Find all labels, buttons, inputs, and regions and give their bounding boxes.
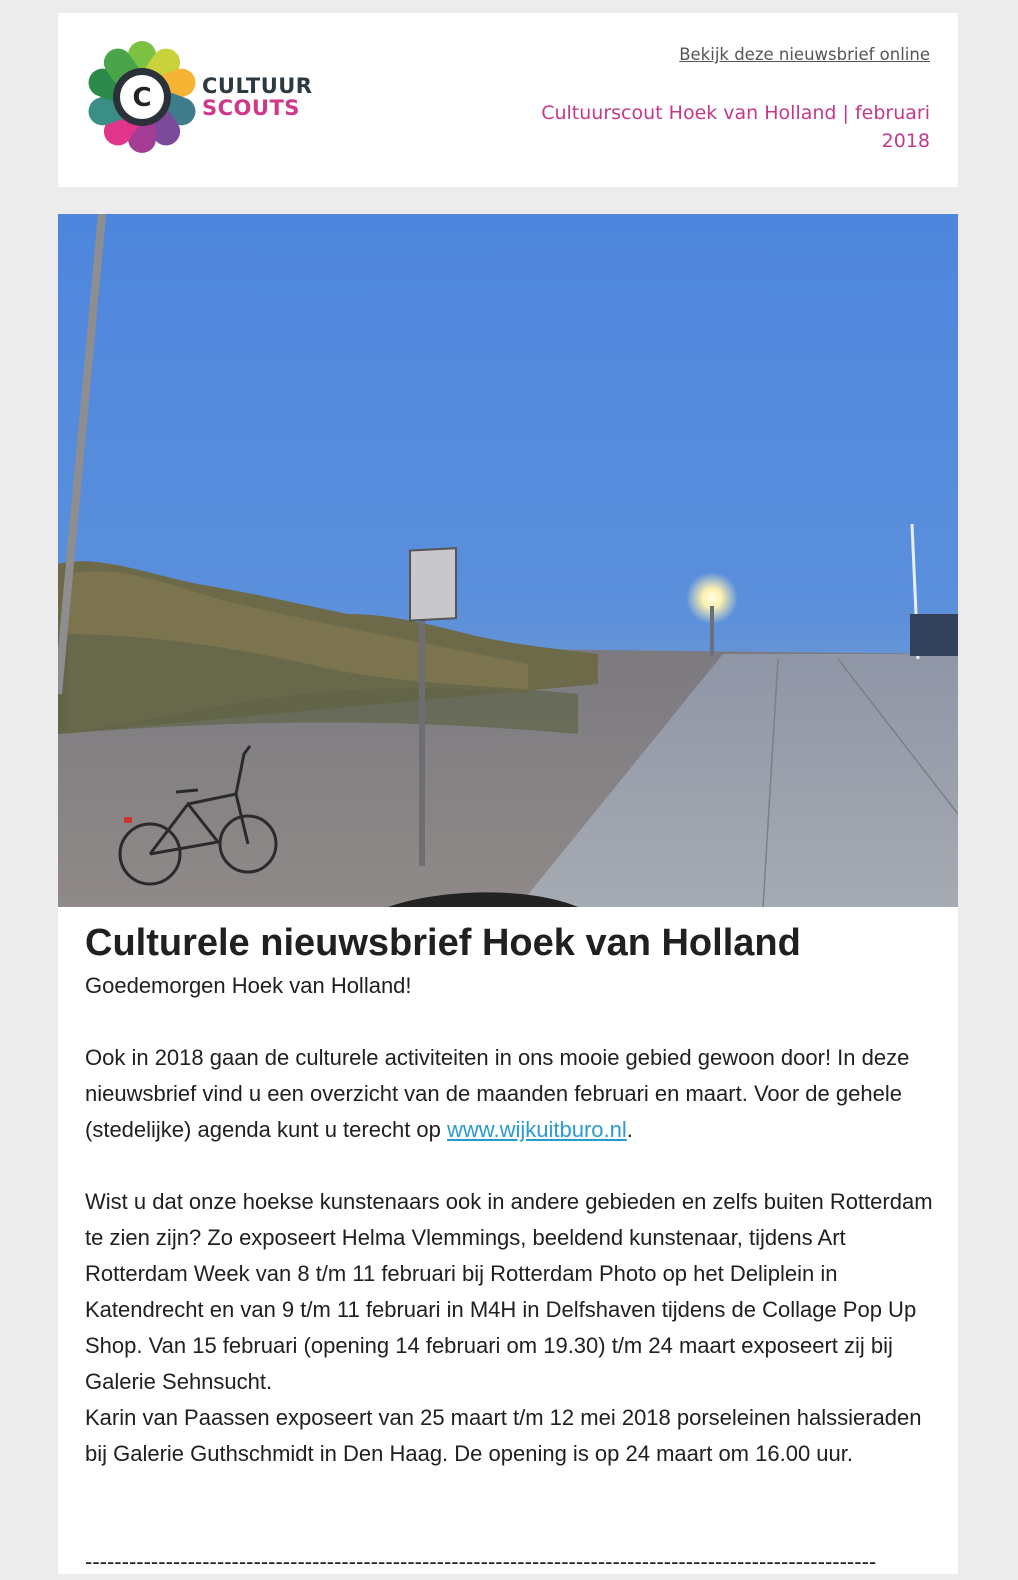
newsletter-body (58, 214, 958, 1574)
intro-text: Ook in 2018 gaan de culturele activiteiten in ons mooie gebied gewoon door! In deze nieuwsbrief vind u een overzicht van de maanden februari en maart. Voor de gehele (stedelijke) agenda kunt u terecht op (85, 1045, 910, 1142)
cultuurscouts-logo[interactable] (84, 39, 324, 159)
article-title: Culturele nieuwsbrief Hoek van Holland (85, 922, 801, 964)
greeting: Goedemorgen Hoek van Holland! (85, 973, 412, 998)
logo-line-2: SCOUTS (202, 96, 300, 120)
wijkuitburo-link[interactable]: www.wijkuitburo.nl (447, 1117, 627, 1142)
flower-logo-icon (84, 39, 200, 155)
paragraph-artists: Wist u dat onze hoekse kunstenaars ook in andere gebieden en zelfs buiten Rotterdam te zien zijn? Zo exposeert Helma Vlemmings, beeldend kunstenaar, tijdens Art Rotterdam Week van 8 t/m 11 februari bij Rotterdam Photo op het Deliplein in Katendrecht en van 9 t/m 11 februari in M4H in Delfshaven tijdens de Collage Pop Up Shop. Van 15 februari (opening 14 februari om 19.30) t/m 24 maart exposeert zij bij Galerie Sehnsucht. (85, 1189, 933, 1394)
newsletter-header (58, 13, 958, 187)
logo-letter: C (132, 83, 152, 113)
paragraph-intro (85, 1040, 935, 1148)
hero-image (58, 214, 958, 907)
logo-wordmark (202, 75, 312, 119)
section-divider: ------------------------------------------------------------------------------------------------------------ (85, 1549, 877, 1574)
edition-label: Cultuurscout Hoek van Holland | februari 2018 (541, 102, 930, 152)
logo-line-1: CULTUUR (202, 74, 313, 98)
article (85, 920, 935, 1580)
paragraph-karin: Karin van Paassen exposeert van 25 maart t/m 12 mei 2018 porseleinen halssieraden bij Galerie Guthschmidt in Den Haag. De opening is op 24 maart om 16.00 uur. (85, 1405, 922, 1466)
intro-text-end: . (626, 1117, 633, 1142)
view-online-link[interactable]: Bekijk deze nieuwsbrief online (679, 45, 930, 64)
